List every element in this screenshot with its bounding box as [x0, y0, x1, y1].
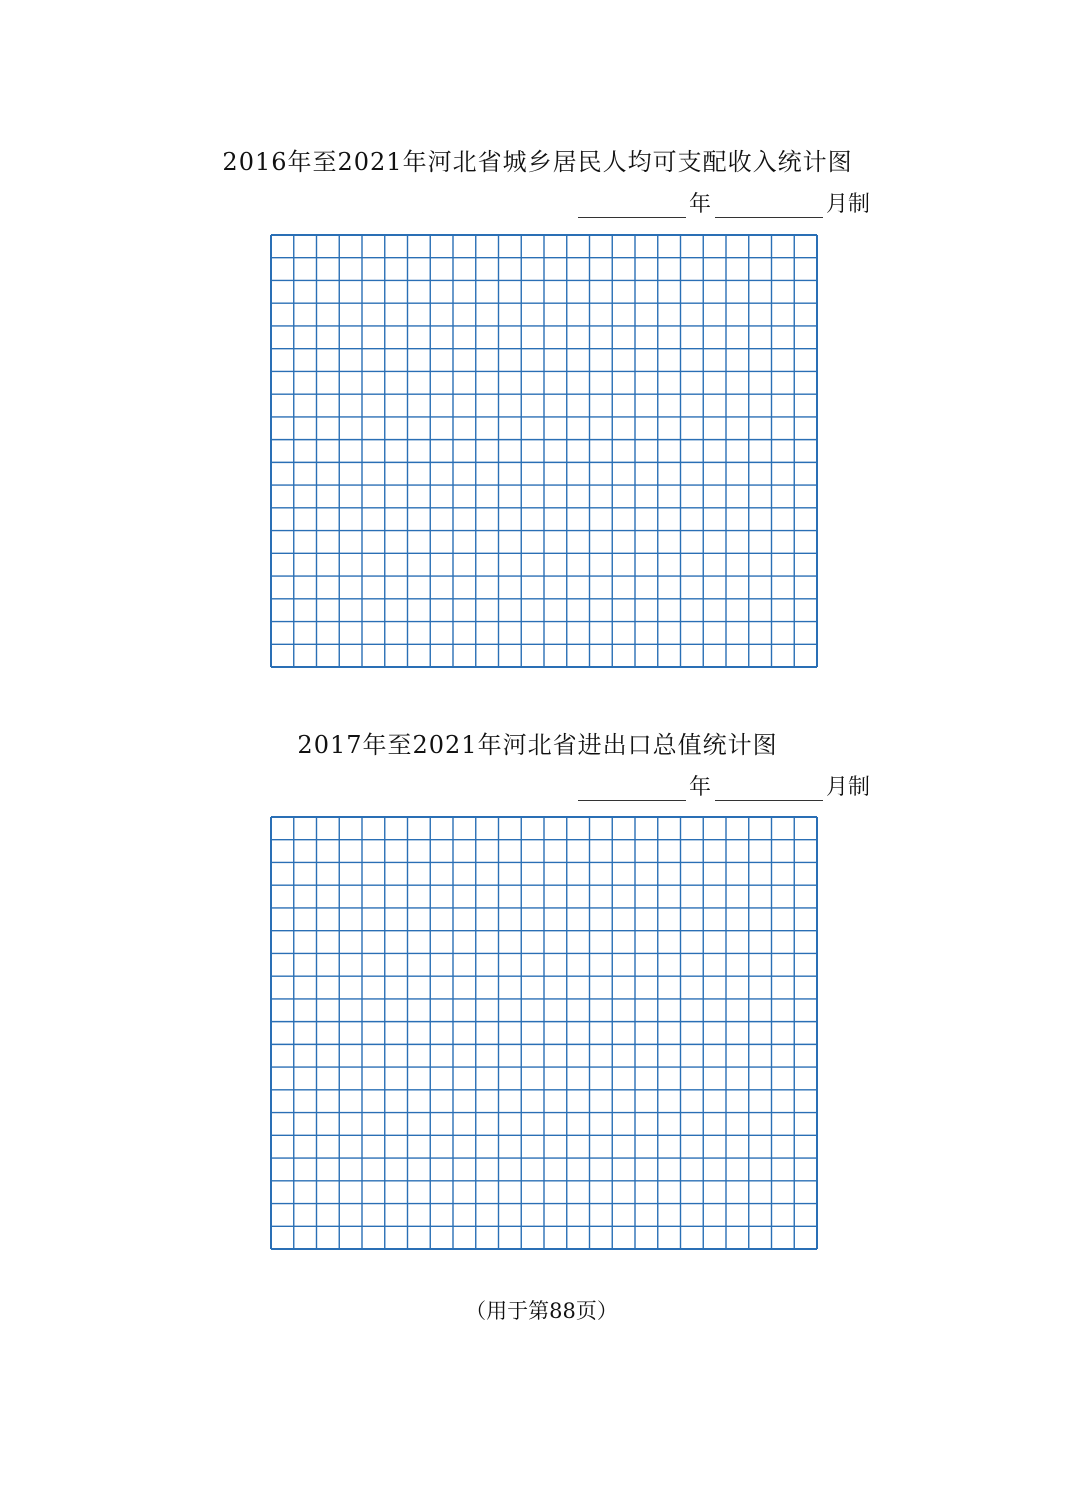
chart-2-date-line: [578, 771, 874, 801]
year-blank[interactable]: [578, 776, 686, 801]
chart-1-grid-paper[interactable]: [270, 234, 818, 668]
year-label: 年: [689, 775, 712, 800]
year-label: 年: [689, 192, 712, 217]
month-blank[interactable]: [715, 193, 823, 218]
month-made-label: 月制: [826, 192, 871, 217]
chart-2-title: 2017年至2021年河北省进出口总值统计图: [297, 731, 778, 759]
year-blank[interactable]: [578, 193, 686, 218]
chart-2-grid-paper[interactable]: [270, 816, 818, 1250]
month-blank[interactable]: [715, 776, 823, 801]
chart-1-date-line: [578, 188, 874, 218]
month-made-label: 月制: [826, 775, 871, 800]
page-reference-note: （用于第88页）: [465, 1299, 618, 1323]
chart-1-title: 2016年至2021年河北省城乡居民人均可支配收入统计图: [222, 148, 853, 176]
